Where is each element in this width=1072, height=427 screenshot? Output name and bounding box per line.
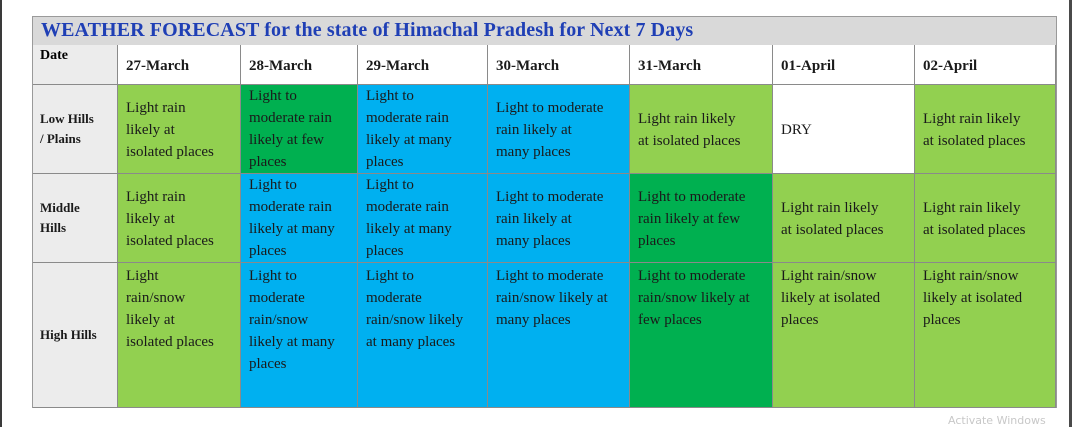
forecast-text-line: Light: [126, 268, 159, 284]
date-header-label: 29-March: [366, 58, 430, 74]
forecast-text-line: rain/snow likely at: [638, 290, 750, 306]
forecast-cell: [488, 263, 630, 408]
forecast-text-line: Light rain likely: [781, 200, 879, 216]
date-header-label: 31-March: [638, 58, 702, 74]
forecast-text-line: likely at isolated: [781, 290, 881, 306]
activation-watermark: Activate Windows: [948, 414, 1046, 427]
forecast-text-line: Light to moderate: [638, 268, 746, 284]
forecast-table: [32, 16, 1057, 408]
forecast-text-line: Light rain/snow: [923, 268, 1019, 284]
region-label-line: / Plains: [40, 131, 81, 146]
forecast-text-line: Light to moderate: [638, 189, 746, 205]
forecast-cell: [358, 263, 488, 408]
forecast-text-line: moderate rain: [366, 110, 449, 126]
forecast-cell: [488, 85, 630, 174]
date-header-28-march: [241, 45, 358, 85]
forecast-cell: [241, 263, 358, 408]
forecast-text-line: Light rain likely: [923, 200, 1021, 216]
forecast-text-line: Light to: [366, 177, 414, 193]
date-header-30-march: [488, 45, 630, 85]
forecast-text-line: likely at many: [249, 334, 335, 350]
forecast-text-line: places: [366, 154, 404, 170]
forecast-cell: [358, 174, 488, 263]
region-header: [33, 263, 118, 408]
date-header-label: 27-March: [126, 58, 190, 74]
title-bar: [33, 17, 1056, 45]
forecast-text-line: rain/snow: [126, 290, 186, 306]
date-header-label: 30-March: [496, 58, 560, 74]
forecast-text-line: rain/snow: [249, 312, 309, 328]
forecast-text-line: places: [249, 154, 287, 170]
date-header-label: 02-April: [923, 58, 978, 74]
forecast-cell: [773, 85, 915, 174]
forecast-text-line: likely at few: [249, 132, 324, 148]
forecast-text-line: rain likely at few: [638, 211, 741, 227]
forecast-text-line: likely at many: [366, 132, 452, 148]
forecast-cell: [241, 174, 358, 263]
forecast-text-line: moderate: [249, 290, 305, 306]
forecast-text-line: Light rain likely: [923, 111, 1021, 127]
forecast-text-line: DRY: [781, 122, 812, 138]
forecast-cell: [773, 263, 915, 408]
forecast-text-line: Light rain/snow: [781, 268, 877, 284]
forecast-text-line: at isolated places: [923, 222, 1026, 238]
region-label-line: High Hills: [40, 327, 97, 342]
date-header-02-april: [915, 45, 1056, 85]
forecast-text-line: likely at: [126, 122, 175, 138]
forecast-text-line: isolated places: [126, 334, 214, 350]
forecast-text-line: at many places: [366, 334, 456, 350]
date-header-27-march: [118, 45, 241, 85]
region-label-line: Middle: [40, 200, 80, 215]
forecast-cell: [773, 174, 915, 263]
window-edge-left: [0, 0, 2, 427]
date-column-label: Date: [40, 48, 68, 63]
forecast-text-line: many places: [496, 312, 571, 328]
date-header-label: 28-March: [249, 58, 313, 74]
forecast-text-line: rain likely at: [496, 122, 572, 138]
forecast-text-line: places: [249, 243, 287, 259]
forecast-text-line: Light to: [249, 88, 297, 104]
forecast-text-line: isolated places: [126, 144, 214, 160]
forecast-text-line: likely at isolated: [923, 290, 1023, 306]
forecast-text-line: rain/snow likely at: [496, 290, 608, 306]
forecast-text-line: moderate: [366, 290, 422, 306]
forecast-text-line: few places: [638, 312, 702, 328]
page-title: WEATHER FORECAST for the state of Himachal Pradesh for Next 7 Days: [41, 19, 694, 41]
region-label-line: Low Hills: [40, 111, 94, 126]
forecast-text-line: likely at many: [366, 221, 452, 237]
date-header-01-april: [773, 45, 915, 85]
forecast-text-line: Light to moderate: [496, 268, 604, 284]
region-header: [33, 85, 118, 174]
forecast-text-line: moderate rain: [249, 199, 332, 215]
forecast-cell: [488, 174, 630, 263]
forecast-text-line: Light to moderate: [496, 189, 604, 205]
forecast-text-line: places: [638, 233, 676, 249]
forecast-cell: [915, 174, 1056, 263]
forecast-cell: [630, 85, 773, 174]
forecast-text-line: places: [249, 356, 287, 372]
forecast-text-line: many places: [496, 144, 571, 160]
forecast-text-line: isolated places: [126, 233, 214, 249]
forecast-text-line: places: [781, 312, 819, 328]
forecast-text-line: likely at: [126, 312, 175, 328]
forecast-cell: [630, 174, 773, 263]
forecast-cell: [630, 263, 773, 408]
forecast-text-line: Light rain: [126, 100, 186, 116]
forecast-cell: [118, 263, 241, 408]
forecast-text-line: moderate rain: [366, 199, 449, 215]
forecast-text-line: places: [366, 243, 404, 259]
forecast-cell: [118, 85, 241, 174]
region-label-line: Hills: [40, 220, 67, 235]
forecast-text-line: Light to: [366, 88, 414, 104]
date-header-31-march: [630, 45, 773, 85]
forecast-cell: [358, 85, 488, 174]
forecast-cell: [915, 263, 1056, 408]
forecast-text-line: Light rain likely: [638, 111, 736, 127]
forecast-text-line: likely at many: [249, 221, 335, 237]
forecast-text-line: rain/snow likely: [366, 312, 464, 328]
forecast-text-line: at isolated places: [923, 133, 1026, 149]
forecast-text-line: many places: [496, 233, 571, 249]
forecast-cell: [915, 85, 1056, 174]
forecast-text-line: moderate rain: [249, 110, 332, 126]
forecast-text-line: Light rain: [126, 189, 186, 205]
forecast-text-line: Light to: [249, 177, 297, 193]
forecast-text-line: Light to: [366, 268, 414, 284]
forecast-cell: [241, 85, 358, 174]
region-header: [33, 174, 118, 263]
forecast-text-line: at isolated places: [638, 133, 741, 149]
date-header-29-march: [358, 45, 488, 85]
forecast-text-line: Light to moderate: [496, 100, 604, 116]
forecast-text-line: at isolated places: [781, 222, 884, 238]
forecast-text-line: likely at: [126, 211, 175, 227]
forecast-text-line: places: [923, 312, 961, 328]
date-header-label: 01-April: [781, 58, 836, 74]
forecast-cell: [118, 174, 241, 263]
forecast-text-line: Light to: [249, 268, 297, 284]
forecast-text-line: rain likely at: [496, 211, 572, 227]
